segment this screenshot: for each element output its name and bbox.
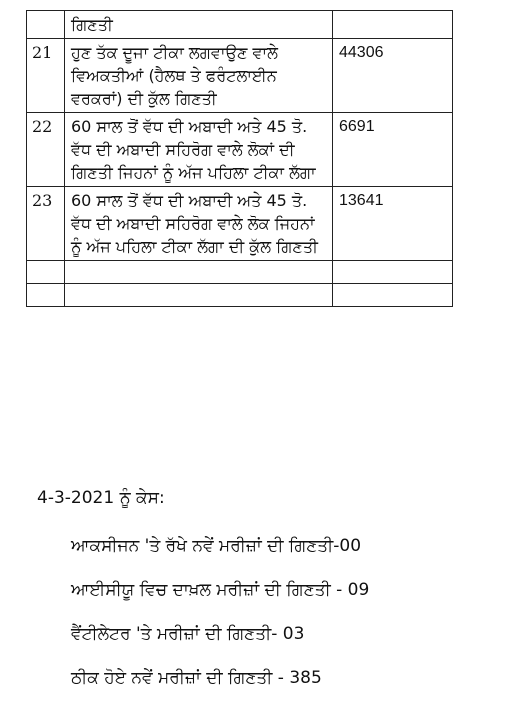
icu-patients-count: ਆਈਸੀਯੂ ਵਿਚ ਦਾਖ਼ਲ ਮਰੀਜ਼ਾਂ ਦੀ ਗਿਣਤੀ - 09 bbox=[71, 580, 370, 600]
row-number: 23 bbox=[27, 187, 65, 261]
row-description bbox=[65, 284, 333, 307]
ventilator-patients-count: ਵੈਂਟੀਲੇਟਰ 'ਤੇ ਮਰੀਜ਼ਾਂ ਦੀ ਗਿਣਤੀ- 03 bbox=[71, 624, 305, 644]
row-description bbox=[65, 261, 333, 284]
row-number: 22 bbox=[27, 113, 65, 187]
row-description: 60 ਸਾਲ ਤੋਂ ਵੱਧ ਦੀ ਅਬਾਦੀ ਅਤੇ 45 ਤੋ. ਵੱਧ ਦੀ ਅਬਾਦੀ ਸਹਿਰੋਗ ਵਾਲੇ ਲੋਕਾਂ ਦੀ ਗਿਣਤੀ ਜਿਹਨਾਂ ਨੂੰ ਅੱਜ ਪਹਿਲਾ ਟੀਕਾ ਲੱਗਾ bbox=[65, 113, 333, 187]
row-value bbox=[333, 11, 453, 39]
row-value bbox=[333, 261, 453, 284]
cases-heading: 4-3-2021 ਨੂੰ ਕੇਸ: bbox=[37, 488, 165, 508]
row-value: 44306 bbox=[333, 39, 453, 113]
row-value: 6691 bbox=[333, 113, 453, 187]
recovered-patients-count: ਠੀਕ ਹੋਏ ਨਵੇਂ ਮਰੀਜ਼ਾਂ ਦੀ ਗਿਣਤੀ - 385 bbox=[71, 668, 322, 688]
row-number: 21 bbox=[27, 39, 65, 113]
statistics-table bbox=[26, 10, 453, 307]
row-description: ਹੁਣ ਤੱਕ ਦੂਜਾ ਟੀਕਾ ਲਗਵਾਉਣ ਵਾਲੇ ਵਿਅਕਤੀਆਂ (ਹੈਲਥ ਤੇ ਫਰੰਟਲਾਈਨ ਵਰਕਰਾਂ) ਦੀ ਕੁੱਲ ਗਿਣਤੀ bbox=[65, 39, 333, 113]
table-row bbox=[27, 113, 453, 187]
table-row-empty bbox=[27, 284, 453, 307]
cases-section bbox=[37, 488, 477, 710]
row-number bbox=[27, 284, 65, 307]
table-row bbox=[27, 187, 453, 261]
row-value: 13641 bbox=[333, 187, 453, 261]
oxygen-patients-count: ਆਕਸੀਜਨ 'ਤੇ ਰੱਖੇ ਨਵੇਂ ਮਰੀਜ਼ਾਂ ਦੀ ਗਿਣਤੀ-00 bbox=[71, 536, 362, 556]
row-number bbox=[27, 11, 65, 39]
row-description: 60 ਸਾਲ ਤੋਂ ਵੱਧ ਦੀ ਅਬਾਦੀ ਅਤੇ 45 ਤੋ. ਵੱਧ ਦੀ ਅਬਾਦੀ ਸਹਿਰੋਗ ਵਾਲੇ ਲੋਕ ਜਿਹਨਾਂ ਨੂੰ ਅੱਜ ਪਹਿਲਾ ਟੀਕਾ ਲੱਗਾ ਦੀ ਕੁੱਲ ਗਿਣਤੀ bbox=[65, 187, 333, 261]
row-description: ਗਿਣਤੀ bbox=[65, 11, 333, 39]
table-row bbox=[27, 39, 453, 113]
row-value bbox=[333, 284, 453, 307]
row-number bbox=[27, 261, 65, 284]
table-row-empty bbox=[27, 261, 453, 284]
table-row bbox=[27, 11, 453, 39]
